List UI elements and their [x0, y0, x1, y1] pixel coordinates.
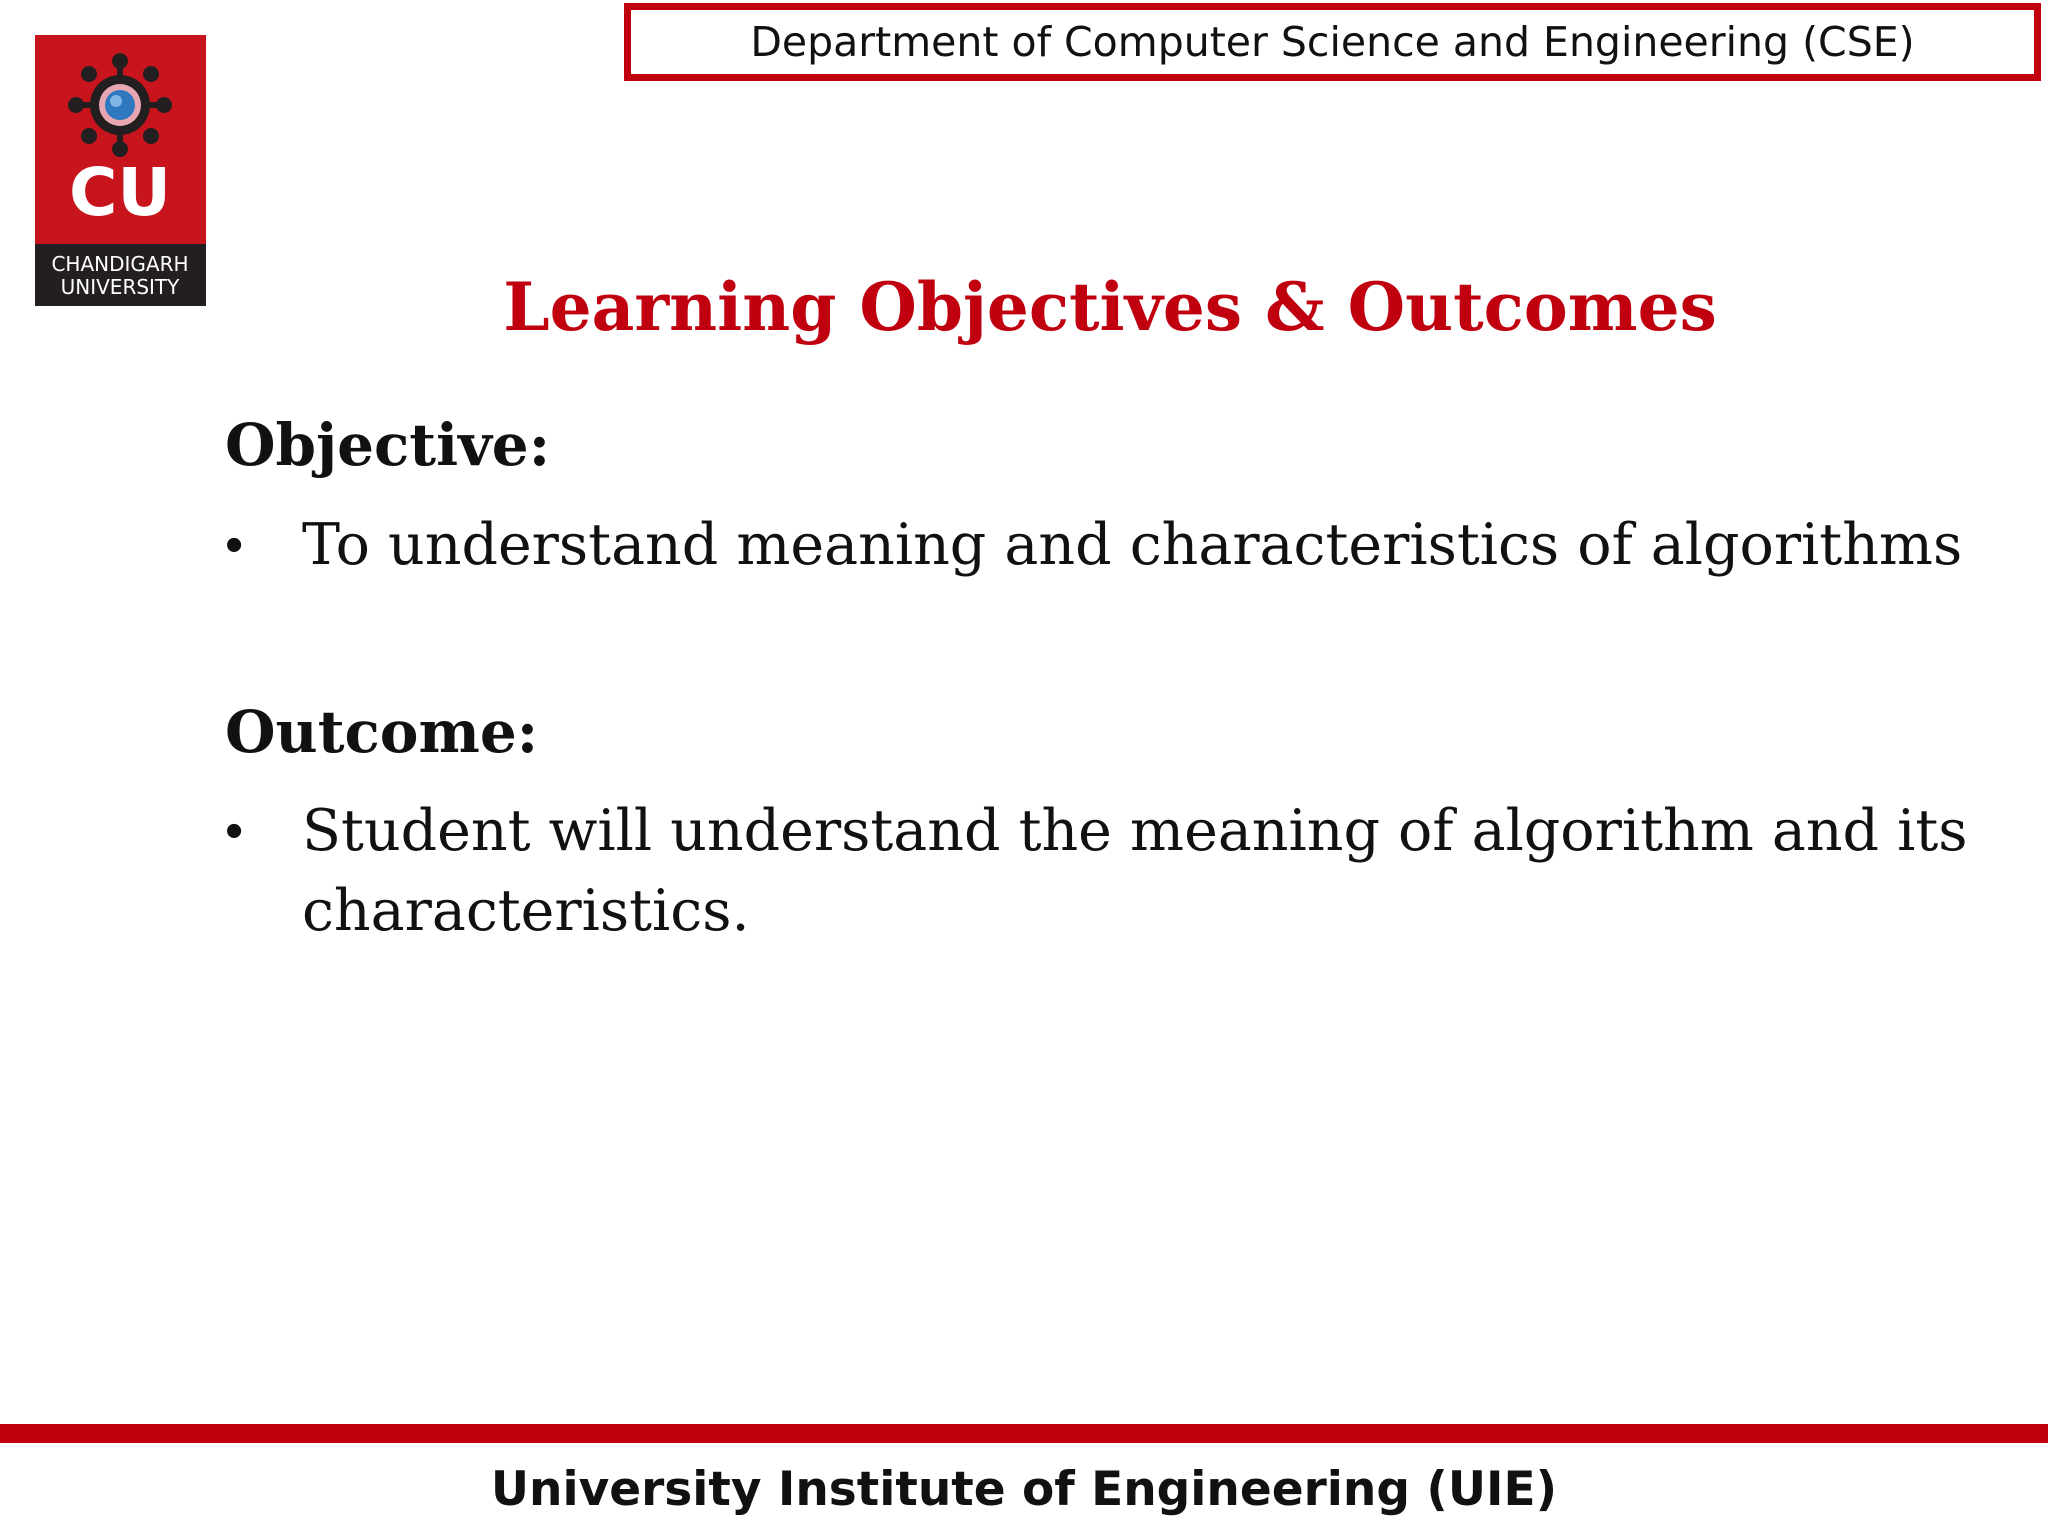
objective-heading: Objective: [225, 411, 551, 479]
bullet-icon: • [225, 802, 244, 860]
slide-title: Learning Objectives & Outcomes [503, 268, 1717, 346]
department-label: Department of Computer Science and Engineering (CSE) [750, 18, 1915, 66]
bullet-icon: • [225, 516, 244, 574]
outcome-heading: Outcome: [225, 698, 539, 766]
logo-mark: CU [68, 154, 172, 231]
objective-bullet [225, 505, 1985, 585]
chandigarh-university-logo [35, 35, 206, 306]
department-banner [624, 3, 2041, 81]
logo-line1: CHANDIGARH [51, 252, 189, 276]
outcome-bullet [225, 791, 1985, 951]
logo-line2: UNIVERSITY [60, 275, 180, 299]
footer-institute: University Institute of Engineering (UIE) [490, 1462, 1558, 1517]
outcome-bullet-text: Student will understand the meaning of algorithm and its characteristics. [302, 798, 1968, 944]
footer-divider [0, 1424, 2048, 1443]
objective-bullet-text: To understand meaning and characteristics of algorithms [302, 512, 1963, 578]
